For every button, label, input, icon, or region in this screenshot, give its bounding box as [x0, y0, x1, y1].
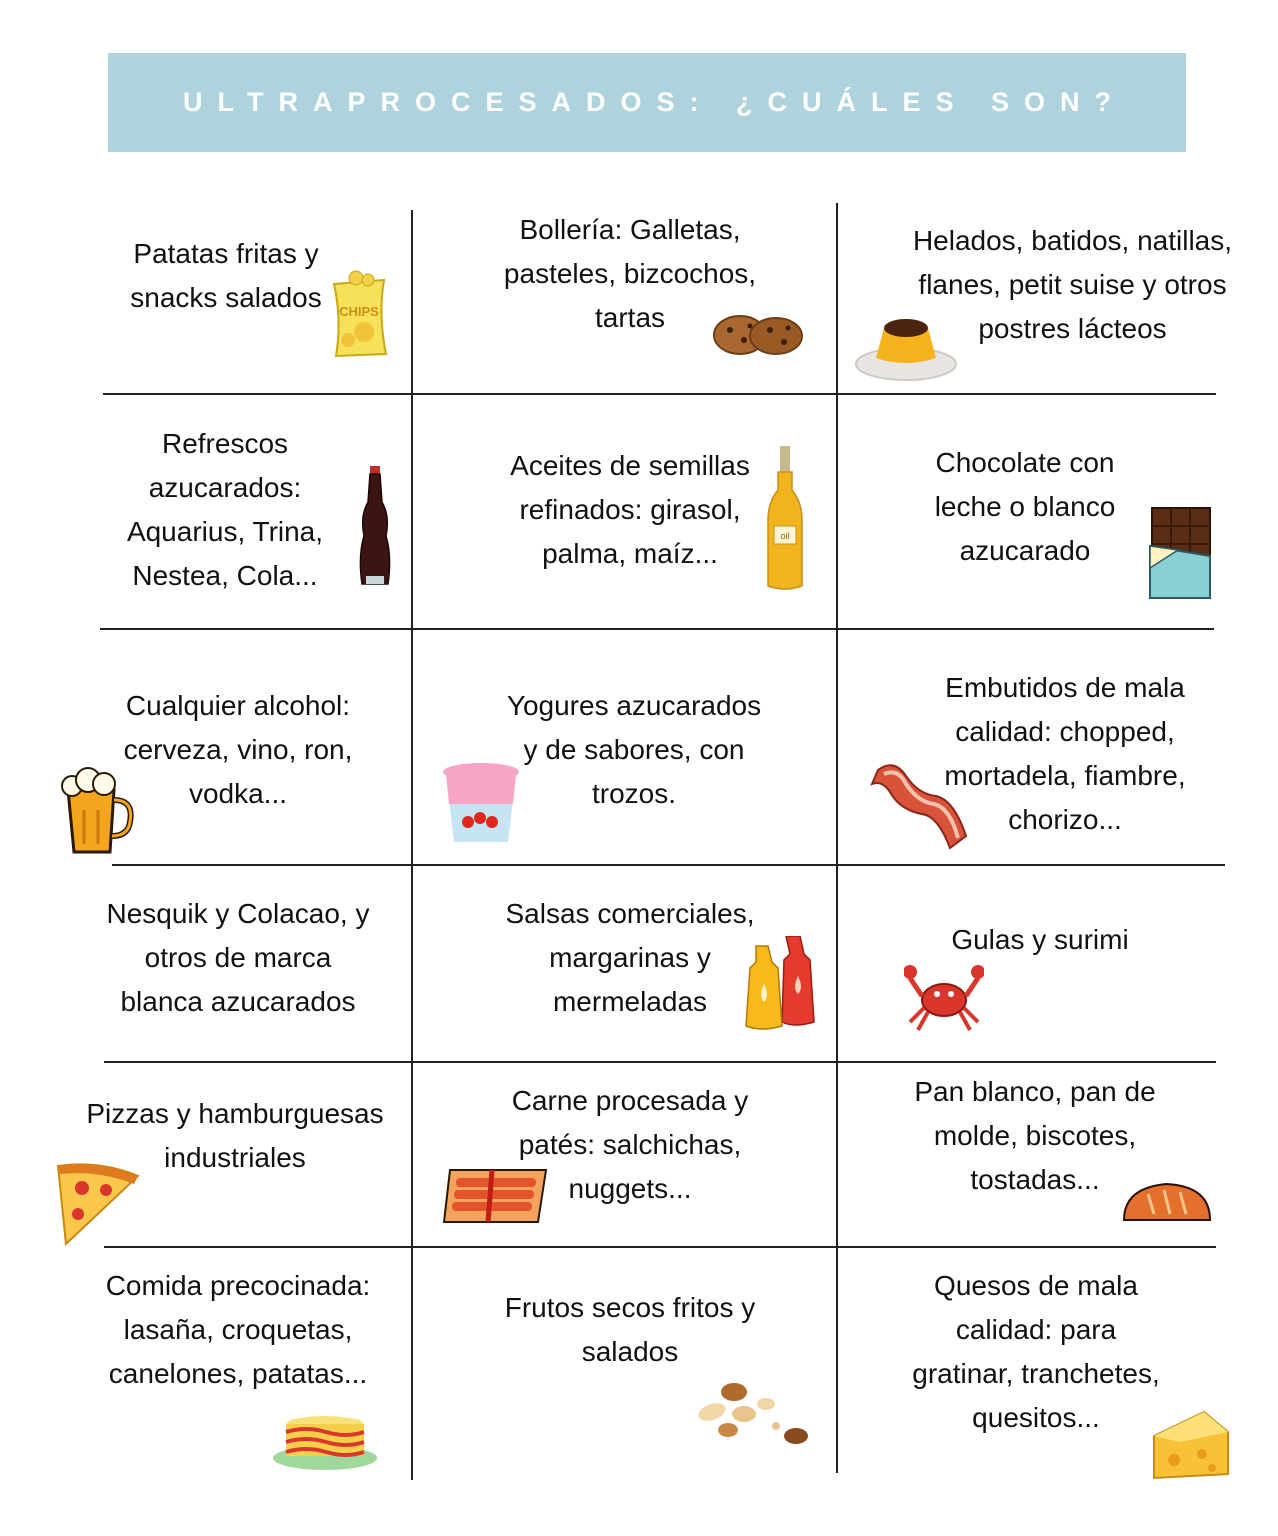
item-chocolate: Chocolate con leche o blanco azucarado [934, 447, 1116, 566]
item-nesquik: Nesquik y Colacao, y otros de marca blanca azucarados [106, 898, 370, 1017]
crab-icon [904, 956, 984, 1034]
cheese-icon [1150, 1408, 1230, 1480]
svg-text:CHIPS: CHIPS [339, 304, 379, 319]
item-embutidos: Embutidos de mala calidad: chopped, mortadela, fiambre, chorizo... [944, 672, 1186, 835]
grid-divider-row-5 [104, 1246, 1216, 1248]
grid-divider-row-4 [104, 1061, 1216, 1063]
item-carne-procesada: Carne procesada y patés: salchichas, nuggets... [511, 1085, 749, 1204]
grid-divider-vertical-1 [411, 210, 413, 1480]
chocolate-bar-icon [1148, 506, 1212, 600]
item-yogures: Yogures azucarados y de sabores, con trozos. [506, 690, 762, 809]
item-pan: Pan blanco, pan de molde, biscotes, tostadas... [914, 1076, 1156, 1195]
item-aceites: Aceites de semillas refinados: girasol, palma, maíz... [510, 450, 750, 569]
pizza-slice-icon [56, 1160, 140, 1246]
grid-divider-row-2 [100, 628, 1214, 630]
beer-mug-icon [56, 766, 136, 858]
item-pizzas: Pizzas y hamburguesas industriales [86, 1098, 384, 1173]
item-chips: Patatas fritas y snacks salados [130, 238, 322, 313]
item-gulas: Gulas y surimi [951, 924, 1129, 955]
page-title: ULTRAPROCESADOS: ¿CUÁLES SON? [182, 87, 1126, 117]
sauce-bottles-icon [742, 936, 818, 1030]
chips-bag-icon [328, 270, 390, 360]
item-quesos: Quesos de mala calidad: para gratinar, tranchetes, quesitos... [912, 1270, 1160, 1433]
bread-loaf-icon [1120, 1180, 1214, 1228]
sausage-tray-icon [442, 1166, 550, 1228]
cookies-icon [712, 312, 804, 358]
grid-divider-row-1 [103, 393, 1216, 395]
svg-text:oil: oil [780, 531, 790, 541]
yogurt-cup-icon [442, 762, 520, 846]
soda-bottle-icon [356, 466, 394, 588]
item-alcohol: Cualquier alcohol: cerveza, vino, ron, vodka... [123, 690, 353, 809]
oil-bottle-icon [766, 446, 804, 592]
grid-divider-row-3 [112, 864, 1225, 866]
item-salsas: Salsas comerciales, margarinas y mermeladas [505, 898, 755, 1017]
lasagna-icon [270, 1410, 380, 1472]
item-postres-lacteos: Helados, batidos, natillas, flanes, petit suise y otros postres lácteos [912, 225, 1233, 344]
item-bolleria: Bollería: Galletas, pasteles, bizcochos, tartas [503, 214, 757, 333]
bacon-icon [870, 756, 972, 850]
item-precocinada: Comida precocinada: lasaña, croquetas, canelones, patatas... [105, 1270, 371, 1389]
item-frutos-secos: Frutos secos fritos y salados [504, 1292, 756, 1367]
item-refrescos: Refrescos azucarados: Aquarius, Trina, Nestea, Cola... [126, 428, 324, 591]
flan-icon [854, 306, 958, 384]
title-banner [108, 53, 1186, 152]
nuts-icon [692, 1374, 816, 1448]
